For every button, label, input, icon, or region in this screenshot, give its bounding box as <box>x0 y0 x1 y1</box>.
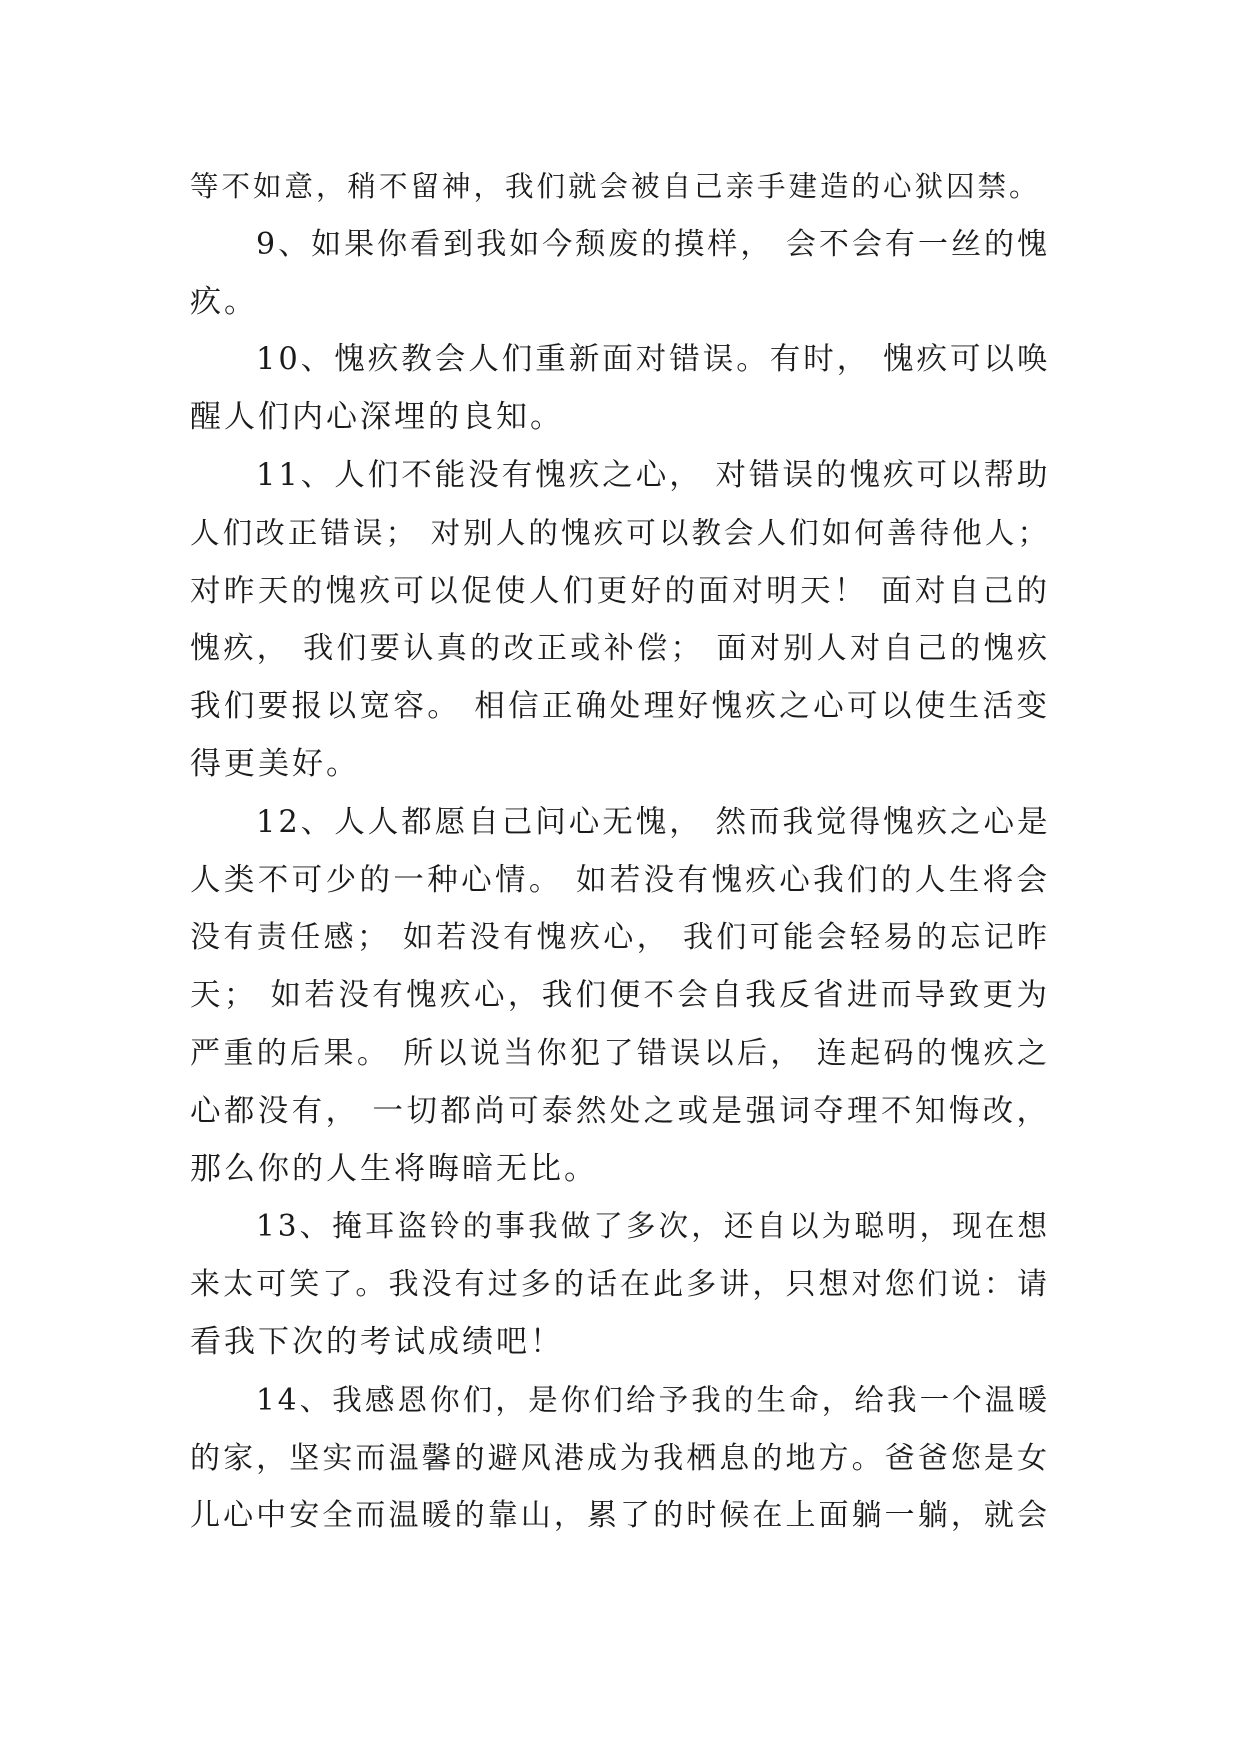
text-line-16: 严重的后果。 所以说当你犯了错误以后， 连起码的愧疚之 <box>190 1035 1050 1071</box>
text-line-3: 疚。 <box>190 283 258 320</box>
text-line-14: 没有责任感； 如若没有愧疚心， 我们可能会轻易的忘记昨 <box>190 920 1050 956</box>
text-line-11: 得更美好。 <box>190 745 360 782</box>
document-body <box>190 158 1050 1545</box>
text-line-7: 人们改正错误； 对别人的愧疚可以教会人们如何善待他人； <box>190 515 1050 550</box>
text-line-10: 我们要报以宽容。 相信正确处理好愧疚之心可以使生活变 <box>190 689 1050 725</box>
text-line-8: 对昨天的愧疚可以促使人们更好的面对明天！ 面对自己的 <box>190 573 1050 609</box>
text-line-18: 那么你的人生将晦暗无比。 <box>190 1150 598 1187</box>
text-line-23: 的家，坚实而温馨的避风港成为我栖息的地方。爸爸您是女 <box>190 1440 1050 1476</box>
text-line-2: 9、如果你看到我如今颓废的摸样， 会不会有一丝的愧 <box>256 226 1050 262</box>
text-line-9: 愧疚， 我们要认真的改正或补偿； 面对别人对自己的愧疚 <box>190 631 1050 667</box>
text-line-17: 心都没有， 一切都尚可泰然处之或是强词夺理不知悔改， <box>190 1093 1050 1129</box>
text-line-22: 14、我感恩你们，是你们给予我的生命，给我一个温暖 <box>256 1382 1050 1417</box>
text-line-21: 看我下次的考试成绩吧！ <box>190 1323 564 1360</box>
text-line-20: 来太可笑了。我没有过多的话在此多讲，只想对您们说：请 <box>190 1267 1050 1303</box>
text-line-1: 等不如意，稍不留神，我们就会被自己亲手建造的心狱囚禁。 <box>190 170 1041 203</box>
text-line-6: 11、人们不能没有愧疚之心， 对错误的愧疚可以帮助 <box>256 457 1051 493</box>
text-line-5: 醒人们内心深埋的良知。 <box>190 399 564 436</box>
text-line-4: 10、愧疚教会人们重新面对错误。有时， 愧疚可以唤 <box>256 342 1051 378</box>
text-line-13: 人类不可少的一种心情。 如若没有愧疚心我们的人生将会 <box>190 862 1050 898</box>
text-line-15: 天； 如若没有愧疚心，我们便不会自我反省进而导致更为 <box>190 978 1050 1014</box>
text-line-12: 12、人人都愿自己问心无愧， 然而我觉得愧疚之心是 <box>256 804 1051 840</box>
text-line-19: 13、掩耳盗铃的事我做了多次，还自以为聪明，现在想 <box>256 1209 1050 1244</box>
text-line-24: 儿心中安全而温暖的靠山，累了的时候在上面躺一躺，就会 <box>190 1498 1050 1534</box>
